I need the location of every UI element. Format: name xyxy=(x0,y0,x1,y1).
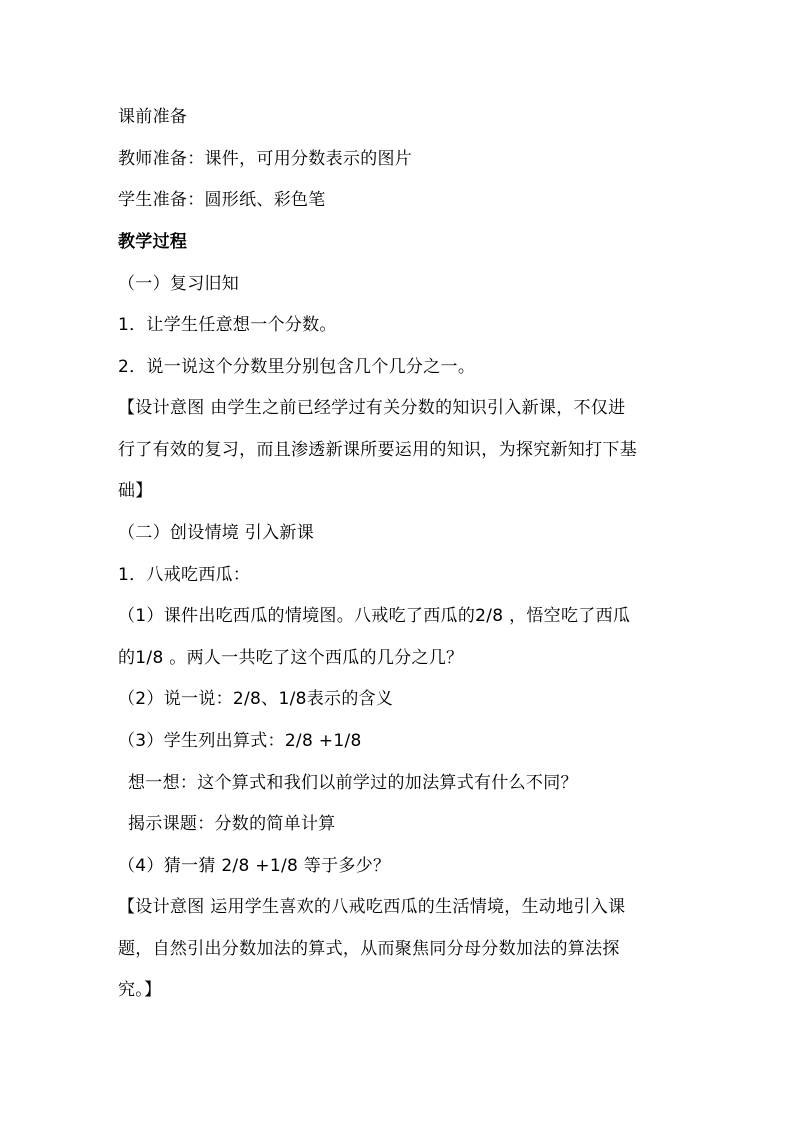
review-item-1: 1．让学生任意想一个分数。 xyxy=(118,315,337,335)
think-question: 想一想：这个算式和我们以前学过的加法算式有什么不同？ xyxy=(128,773,578,793)
design-intent-2-line-2: 题，自然引出分数加法的算式，从而聚焦同分母分数加法的算法探 xyxy=(118,939,620,959)
design-intent-1-line-2: 行了有效的复习，而且渗透新课所要运用的知识，为探究新知打下基 xyxy=(118,440,637,460)
teacher-preparation: 教师准备：课件，可用分数表示的图片 xyxy=(118,149,413,169)
review-item-2: 2．说一说这个分数里分别包含几个几分之一。 xyxy=(118,357,476,377)
section-review: （一）复习旧知 xyxy=(118,274,240,294)
scenario-item-1: 1．八戒吃西瓜： xyxy=(118,565,251,585)
section-scenario: （二）创设情境 引入新课 xyxy=(118,523,315,543)
scenario-step-4: （4）猜一猜 2/8 +1/8 等于多少？ xyxy=(118,856,391,876)
scenario-step-2: （2）说一说：2/8、1/8表示的含义 xyxy=(118,689,394,709)
design-intent-2-line-1: 【设计意图 运用学生喜欢的八戒吃西瓜的生活情境，生动地引入课 xyxy=(118,897,626,917)
design-intent-1-line-3: 础】 xyxy=(118,481,153,501)
scenario-step-1-line-1: （1）课件出吃西瓜的情境图。八戒吃了西瓜的2/8 ，悟空吃了西瓜 xyxy=(118,606,631,626)
heading-preparation: 课前准备 xyxy=(118,107,188,127)
design-intent-2-line-3: 究。】 xyxy=(118,980,162,1000)
scenario-step-3: （3）学生列出算式：2/8 +1/8 xyxy=(118,731,362,751)
design-intent-1-line-1: 【设计意图 由学生之前已经学过有关分数的知识引入新课，不仅进 xyxy=(118,398,626,418)
student-preparation: 学生准备：圆形纸、彩色笔 xyxy=(118,190,326,210)
heading-teaching-process: 教学过程 xyxy=(118,232,188,252)
reveal-topic: 揭示课题：分数的简单计算 xyxy=(128,814,336,834)
scenario-step-1-line-2: 的1/8 。两人一共吃了这个西瓜的几分之几？ xyxy=(118,648,464,668)
